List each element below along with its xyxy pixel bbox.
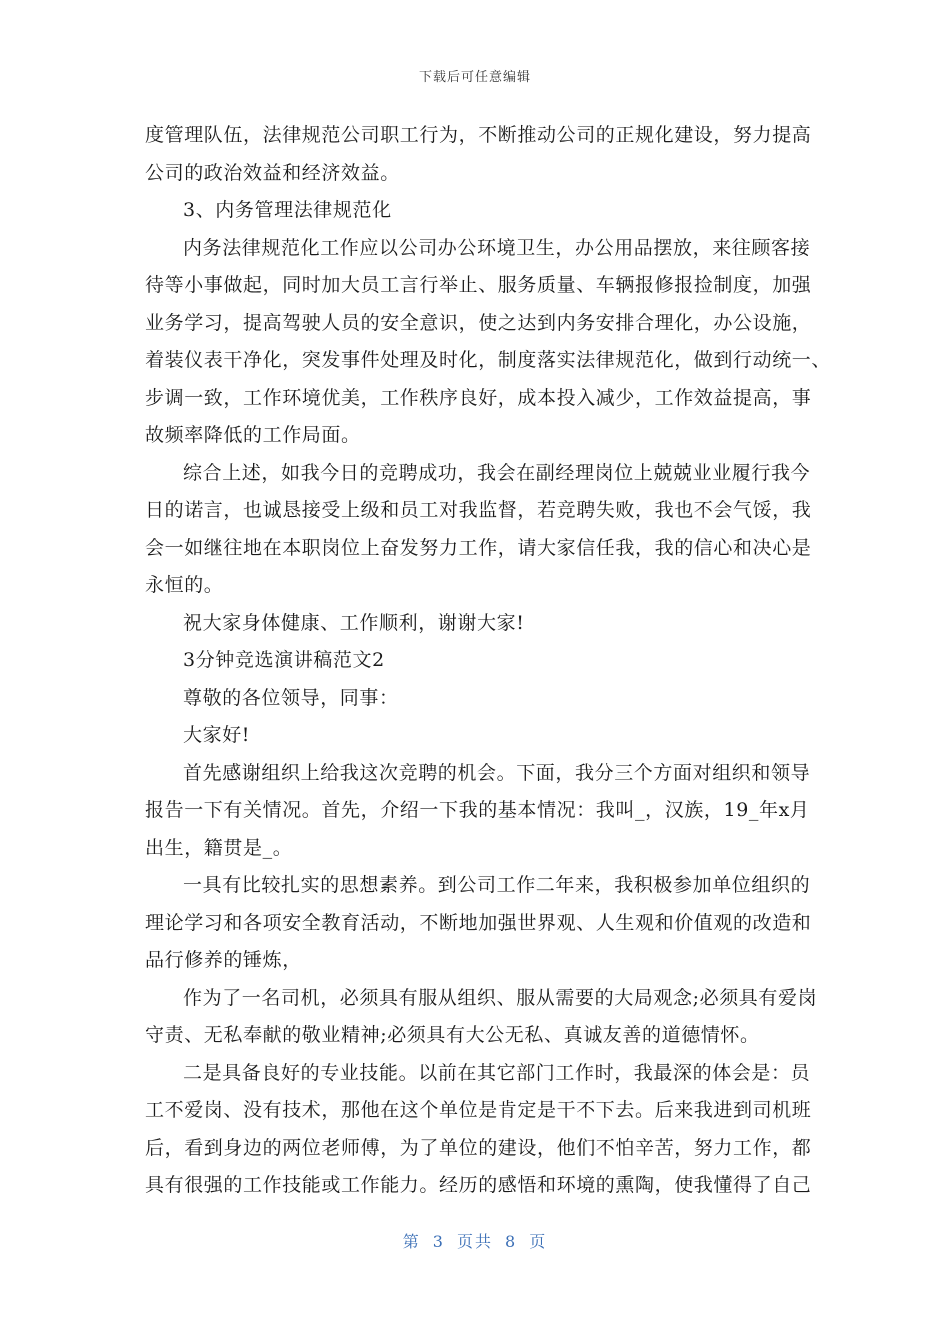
text-line: 报告一下有关情况。首先，介绍一下我的基本情况：我叫_，汉族，19_年x月 [145,799,810,821]
document-body [145,117,832,1205]
page-footer [0,1229,950,1252]
text-line: 首先感谢组织上给我这次竞聘的机会。下面，我分三个方面对组织和领导 [183,761,811,784]
text-line: 后，看到身边的两位老师傅，为了单位的建设，他们不怕辛苦，努力工作，都 [145,1136,812,1159]
text-line: 具有很强的工作技能或工作能力。经历的感悟和环境的熏陶，使我懂得了自己 [145,1174,812,1196]
text-line: 作为了一名司机，必须具有服从组织、服从需要的大局观念;必须具有爱岗 [183,986,818,1009]
footer-total-pages: 8 [505,1232,518,1251]
footer-suffix: 页 [529,1232,548,1251]
text-line: 3、内务管理法律规范化 [183,199,392,221]
text-line: 业务学习，提高驾驶人员的安全意识，使之达到内务安排合理化，办公设施， [145,311,812,334]
text-line: 内务法律规范化工作应以公司办公环境卫生，办公用品摆放，来往顾客接 [183,236,811,259]
text-line: 永恒的。 [145,574,224,596]
text-line: 尊敬的各位领导，同事： [183,686,399,709]
text-line: 步调一致，工作环境优美，工作秩序良好，成本投入减少，工作效益提高，事 [145,386,812,409]
text-line: 会一如继往地在本职岗位上奋发努力工作，请大家信任我，我的信心和决心是 [145,536,812,559]
footer-current-page: 3 [432,1232,445,1251]
text-line: 大家好! [183,724,251,746]
text-line: 守责、无私奉献的敬业精神;必须具有大公无私、真诚友善的道德情怀。 [145,1024,760,1046]
text-line: 工不爱岗、没有技术，那他在这个单位是肯定是干不下去。后来我进到司机班 [145,1099,812,1121]
text-line: 二是具备良好的专业技能。以前在其它部门工作时，我最深的体会是：员 [183,1061,811,1084]
text-line: 综合上述，如我今日的竞聘成功，我会在副经理岗位上兢兢业业履行我今 [183,461,811,484]
text-line: 日的诺言，也诚恳接受上级和员工对我监督，若竞聘失败，我也不会气馁，我 [145,499,812,521]
page-header: 下载后可任意编辑 [418,70,531,85]
text-line: 度管理队伍，法律规范公司职工行为，不断推动公司的正规化建设，努力提高 [145,124,812,146]
text-line: 祝大家身体健康、工作顺利，谢谢大家! [183,611,525,634]
text-line: 故频率降低的工作局面。 [145,424,361,446]
text-line: 一具有比较扎实的思想素养。到公司工作二年来，我积极参加单位组织的 [183,874,811,896]
text-line: 公司的政治效益和经济效益。 [145,161,400,184]
text-line: 理论学习和各项安全教育活动，不断地加强世界观、人生观和价值观的改造和 [145,911,812,934]
footer-prefix: 第 [402,1232,421,1251]
footer-middle: 页共 [456,1232,493,1251]
text-line: 出生，籍贯是_。 [145,836,293,859]
text-line: 3分钟竞选演讲稿范文2 [183,649,385,671]
text-line: 待等小事做起，同时加大员工言行举止、服务质量、车辆报修报捡制度，加强 [145,274,812,296]
text-line: 着装仪表干净化，突发事件处理及时化，制度落实法律规范化，做到行动统一、 [145,349,832,371]
text-line: 品行修养的锤炼， [145,949,302,971]
